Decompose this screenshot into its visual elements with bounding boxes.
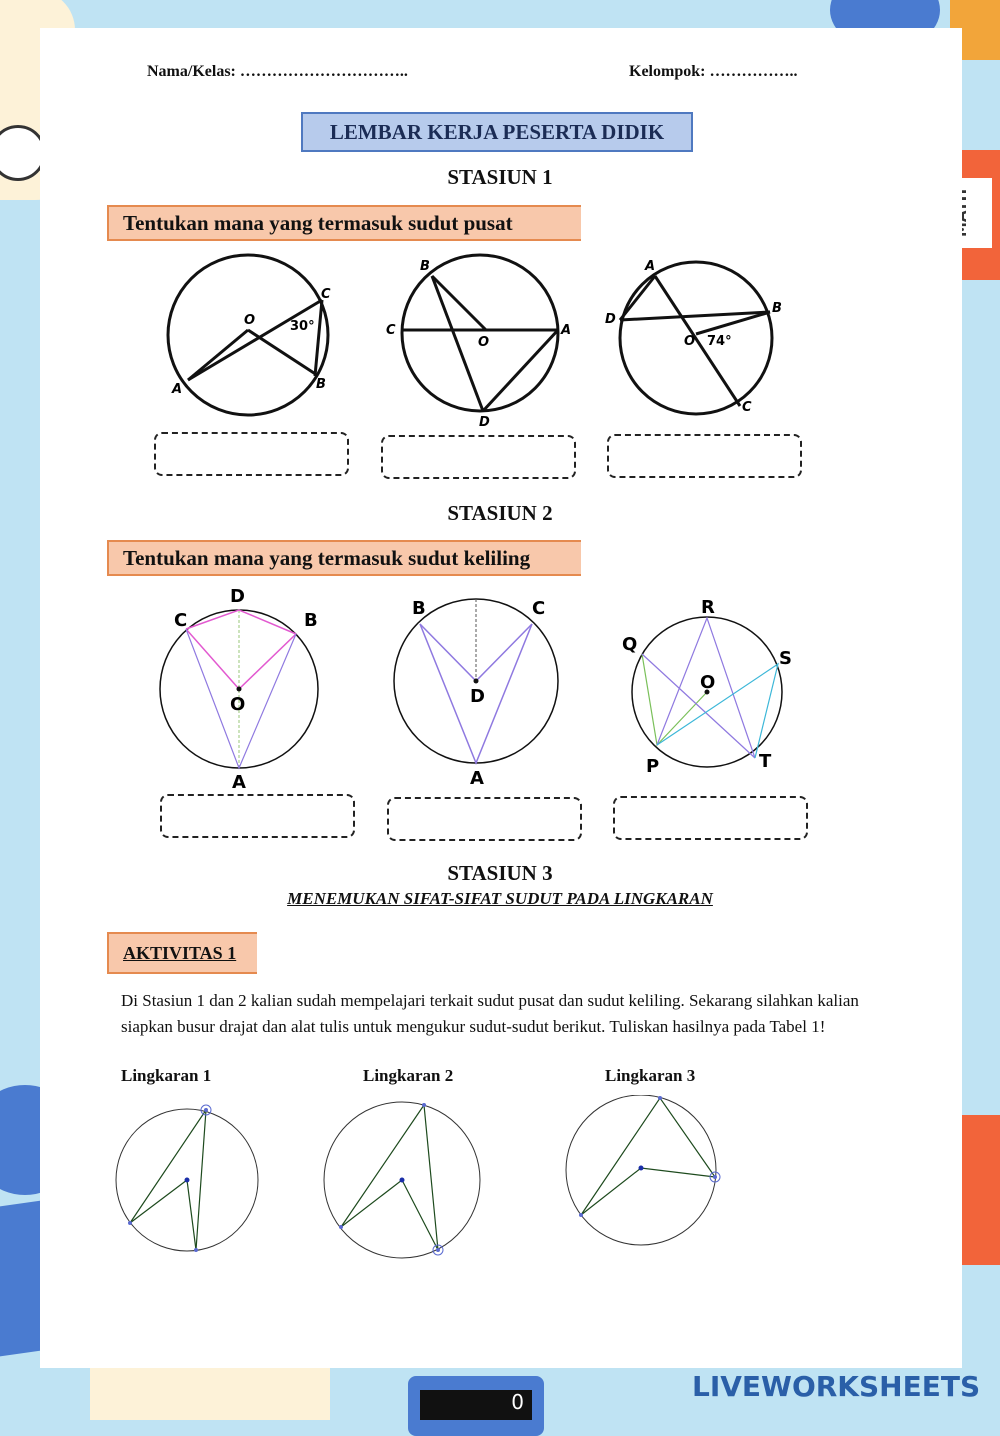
fig1-label-o: O	[244, 313, 256, 328]
fig3-label-c: C	[742, 400, 752, 415]
station2-figures	[150, 582, 850, 792]
fig1-label-b: B	[316, 377, 326, 392]
station1-answer-box-2[interactable]	[381, 435, 576, 479]
s2f1-label-d: D	[230, 586, 245, 607]
station2-instruction-banner	[107, 540, 581, 576]
fig2-label-c: C	[386, 323, 396, 338]
station3-heading: STASIUN 3	[447, 861, 553, 885]
measure-circle-1	[116, 1105, 258, 1252]
name-class-field: Nama/Kelas: …………………………..	[147, 63, 408, 80]
liveworksheets-logo[interactable]: LIVEWORKSHEETS	[692, 1370, 981, 1403]
decor-calculator-display: 0	[420, 1390, 532, 1420]
activity-banner	[107, 932, 257, 974]
s2f1-label-c: C	[174, 610, 188, 631]
station1-circle-2	[386, 255, 571, 428]
circle-1-label: Lingkaran 1	[121, 1066, 212, 1085]
fig3-label-d: D	[605, 312, 616, 327]
station1-instruction-banner	[107, 205, 581, 241]
fig3-label-a: A	[645, 259, 656, 274]
fig1-angle: 30°	[290, 319, 315, 334]
s2f2-label-b: B	[412, 598, 426, 619]
circle-3-label: Lingkaran 3	[605, 1066, 696, 1085]
s2f3-label-t: T	[759, 751, 772, 772]
fig1-label-a: A	[172, 382, 183, 397]
s2f1-label-b: B	[304, 610, 318, 631]
group-field: Kelompok: ……………..	[629, 63, 798, 80]
fig3-label-o: O	[684, 334, 696, 349]
s2f2-label-a: A	[470, 768, 484, 789]
s2f3-label-r: R	[701, 597, 715, 618]
worksheet-title: LEMBAR KERJA PESERTA DIDIK	[301, 112, 693, 152]
station1-answer-box-3[interactable]	[607, 434, 802, 478]
station2-instruction: Tentukan mana yang termasuk sudut keliling	[123, 545, 531, 570]
fig3-label-b: B	[772, 301, 782, 316]
s2f3-label-p: P	[646, 756, 660, 777]
fig2-label-d: D	[479, 415, 490, 428]
measurement-circles	[108, 1095, 728, 1265]
station2-answer-box-3[interactable]	[613, 796, 808, 840]
s2f2-label-d: D	[470, 686, 485, 707]
fig2-label-a: A	[561, 323, 572, 338]
measure-circle-3	[566, 1095, 720, 1245]
station1-circle-1	[168, 255, 331, 415]
activity-label: AKTIVITAS 1	[123, 942, 237, 963]
fig2-label-o: O	[478, 335, 490, 350]
fig1-label-c: C	[321, 287, 331, 302]
station3-subtitle: MENEMUKAN SIFAT-SIFAT SUDUT PADA LINGKARAN	[287, 889, 713, 908]
s2f1-label-a: A	[232, 772, 246, 792]
activity-instructions: Di Stasiun 1 dan 2 kalian sudah mempelajari terkait sudut pusat dan sudut keliling. Sekarang silahkan kalian siapkan busur drajat dan alat tulis untuk mengukur sudut-sudut berikut. Tuliskan hasilnya pada Tabel 1!	[121, 991, 859, 1036]
fig3-angle: 74°	[707, 334, 732, 349]
station2-heading: STASIUN 2	[447, 501, 553, 525]
station2-circle-3	[622, 597, 792, 777]
station1-circle-3	[605, 259, 782, 415]
measure-circle-2	[324, 1102, 480, 1258]
station1-answer-box-1[interactable]	[154, 432, 349, 476]
s2f3-label-o: O	[700, 672, 716, 693]
station1-instruction: Tentukan mana yang termasuk sudut pusat	[123, 210, 513, 235]
station2-circle-2	[394, 598, 558, 789]
s2f3-label-q: Q	[622, 634, 638, 655]
s2f1-label-o: O	[230, 694, 246, 715]
s2f3-label-s: S	[779, 648, 792, 669]
s2f2-label-c: C	[532, 598, 546, 619]
station1-heading: STASIUN 1	[447, 165, 553, 189]
station1-figures	[150, 248, 850, 428]
fig2-label-b: B	[420, 259, 430, 274]
circle-2-label: Lingkaran 2	[363, 1066, 454, 1085]
station2-answer-box-2[interactable]	[387, 797, 582, 841]
station2-circle-1	[160, 586, 318, 792]
station2-answer-box-1[interactable]	[160, 794, 355, 838]
